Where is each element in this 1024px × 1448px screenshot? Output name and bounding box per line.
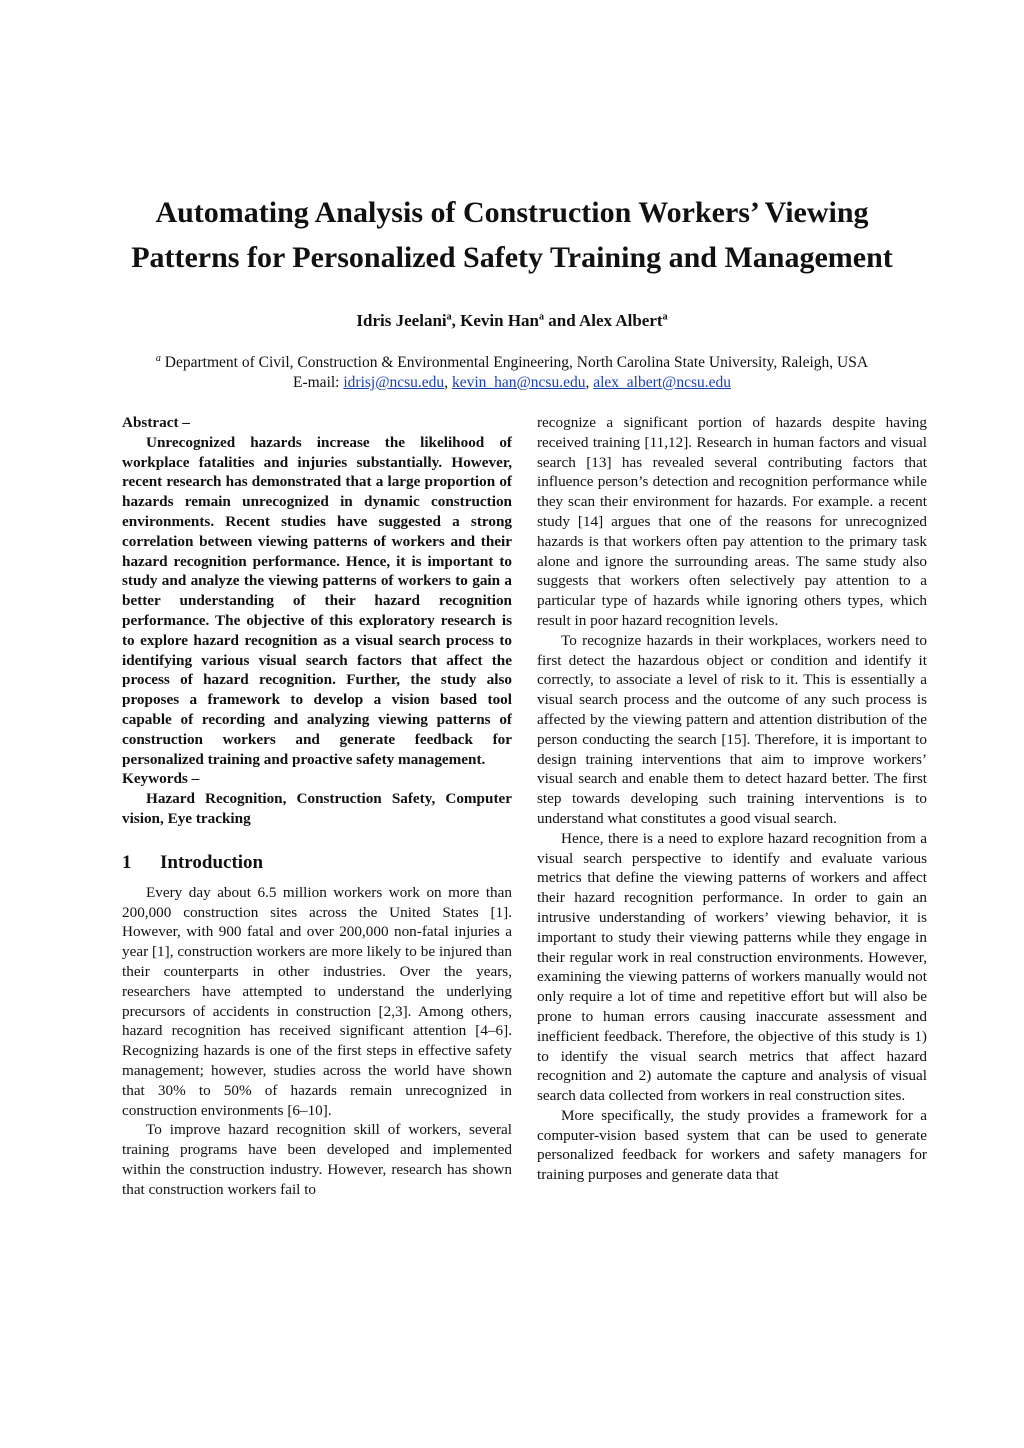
author-affil-mark: a (662, 311, 668, 323)
abstract-text: Unrecognized hazards increase the likelihood of workplace fatalities and injuries substantially. However, recent research has demonstrated that a large proportion of hazards remain unrecognized in dynamic construction environments. Recent studies have suggested a strong correlation between viewing patterns of workers and their hazard recognition performance. Hence, it is important to study and analyze the viewing patterns of workers to gain a better understanding of their hazard recognition performance. The objective of this exploratory research is to explore hazard recognition as a visual search process to identifying various visual search factors that affect the process of hazard recognition. Further, the study also proposes a framework to develop a vision based tool capable of recording and analyzing viewing patterns of construction workers and generate feedback for personalized training and proactive safety management. (122, 433, 512, 768)
intro-paragraph-3: recognize a significant portion of hazards despite having received training [11,12]. Research in human factors and visual search [13] has revealed several contributing factors that influence person’s detection and recognition performance while they scan their environment for hazards. For example. a recent study [14] argues that one of the reasons for unrecognized hazards is that workers often pay attention to the primary task alone and ignore the surrounding areas. The same study also suggests that workers often selectively pay attention to a particular type of hazards while ignoring others types, which result in poor hazard recognition levels. (537, 414, 927, 629)
email-line (60, 373, 964, 393)
affiliation-text: Department of Civil, Construction & Environmental Engineering, North Carolina State University, Raleigh, USA (160, 354, 869, 371)
author-name: Idris Jeelani (356, 311, 447, 330)
affiliation-line (60, 353, 964, 373)
author-separator: and (544, 311, 579, 330)
intro-paragraph-1: Every day about 6.5 million workers work on more than 200,000 construction sites across the United States [1]. However, with 900 fatal and over 200,000 non-fatal injuries a year [1], construction workers are more likely to be injured than their counterparts in other industries. Over the years, researchers have attempted to understand the underlying precursors of accidents in construction [2,3]. Among others, hazard recognition has received significant attention [4–6]. Recognizing hazards is one of the first steps in effective safety management; however, studies across the world have shown that 30% to 50% of hazards remain unrecognized in construction environments [6–10]. (122, 883, 512, 1119)
affiliation (60, 353, 964, 393)
email-label: E-mail: (293, 374, 344, 391)
title-line-2: Patterns for Personalized Safety Training and Management (131, 241, 893, 274)
section-heading-introduction (122, 851, 512, 875)
email-link-albert[interactable]: alex_albert@ncsu.edu (593, 374, 731, 391)
intro-paragraph-2: To improve hazard recognition skill of workers, several training programs have been developed and implemented within the construction industry. However, research has shown that construction workers fail to (122, 1121, 512, 1198)
keywords-heading: Keywords – (122, 770, 200, 788)
intro-paragraph-5: Hence, there is a need to explore hazard recognition from a visual search perspective to identify and evaluate various metrics that define the viewing patterns of workers and affect their hazard recognition performance. In order to gain an intrusive understanding of workers’ viewing behavior, it is important to study their viewing patterns while they engage in their regular work in real construction environments. However, examining the viewing patterns of workers manually would not only require a lot of time and repetitive effort but will also be prone to human errors causing inaccurate assessment and inefficient feedback. Therefore, the objective of this study is 1) to identify the visual search metrics that affect hazard recognition and 2) automate the capture and analysis of visual search data collected from workers in real construction sites. (537, 829, 927, 1105)
email-link-han[interactable]: kevin_han@ncsu.edu (451, 374, 586, 391)
author-name: Alex Albert (578, 311, 663, 330)
section-number: 1 (122, 851, 132, 873)
author-name: Kevin Han (460, 311, 539, 330)
affiliation-mark: a (155, 352, 161, 364)
email-separator: , (585, 374, 594, 391)
right-column (537, 413, 927, 1185)
paper-title (60, 190, 964, 280)
email-separator: , (444, 374, 452, 391)
section-title: Introduction (160, 851, 264, 873)
author-list (60, 309, 964, 333)
keywords-text: Hazard Recognition, Construction Safety, Computer vision, Eye tracking (122, 790, 512, 827)
title-line-1: Automating Analysis of Construction Workers’ Viewing (155, 196, 869, 229)
author-separator: , (451, 311, 461, 330)
abstract-heading: Abstract – (122, 414, 190, 431)
intro-paragraph-4: To recognize hazards in their workplaces, workers need to first detect the hazardous object or condition and identify it correctly, to associate a level of risk to it. This is essentially a visual search process and the outcome of any such process is affected by the viewing pattern and attention distribution of the person conducting the search [15]. Therefore, it is important to design training interventions that aim to improve workers’ visual search and enable them to detect hazard better. The first step towards developing such training interventions is to understand what constitutes a good visual search. (537, 631, 927, 827)
email-link-jeelani[interactable]: idrisj@ncsu.edu (343, 374, 445, 391)
intro-paragraph-6: More specifically, the study provides a framework for a computer-vision based system that can be used to generate personalized feedback for workers and safety managers for training purposes and generate data that (537, 1106, 927, 1184)
author-affil-mark: a (446, 311, 452, 323)
left-column (122, 413, 512, 1199)
author-affil-mark: a (539, 311, 544, 323)
